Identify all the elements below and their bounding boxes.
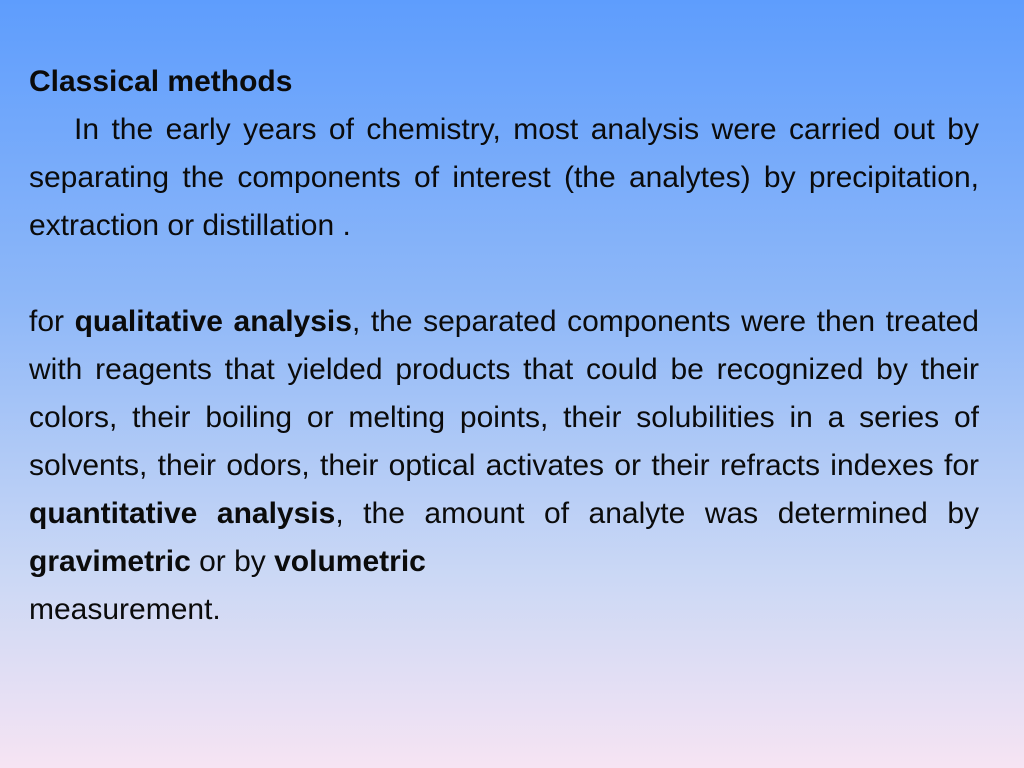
text-measurement: measurement. (29, 593, 221, 626)
term-volumetric: volumetric (274, 545, 426, 578)
text-amount-determined: , the amount of analyte was determined by (335, 497, 980, 530)
paragraph-analysis-methods (29, 298, 979, 586)
paragraph-spacer (29, 250, 979, 298)
term-qualitative-analysis: qualitative analysis (74, 305, 352, 338)
text-qualitative-description: , the separated components were then treated with reagents that yielded products that could be recognized by their colors, their boiling or melting points, their solubilities in a series of solvents, their odors, their optical activates or their refracts indexes for (29, 305, 979, 482)
slide-heading: Classical methods (29, 65, 293, 98)
text-for: for (29, 305, 75, 338)
term-gravimetric: gravimetric (29, 545, 191, 578)
paragraph-early-years: In the early years of chemistry, most analysis were carried out by separating the components of interest (the analytes) by precipitation, extraction or distillation . (29, 113, 979, 242)
slide-content (29, 58, 979, 634)
text-or-by: or by (190, 545, 275, 578)
term-quantitative-analysis: quantitative analysis (29, 497, 336, 530)
